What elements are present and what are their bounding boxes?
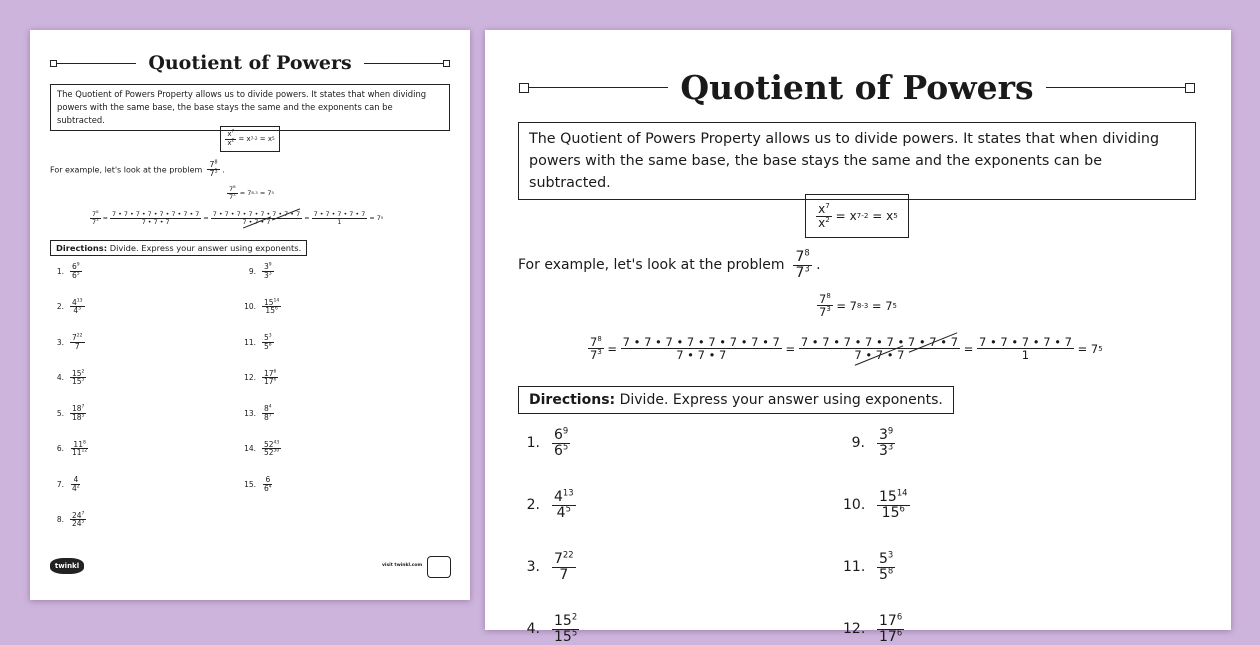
title-end-box xyxy=(50,60,57,67)
problem-number: 1. xyxy=(526,435,540,452)
base: 15 xyxy=(265,306,275,316)
problem-item xyxy=(242,476,274,493)
problem-number: 12. xyxy=(244,373,256,383)
exp: 14 xyxy=(896,487,908,498)
exp: 6 xyxy=(899,503,905,514)
exp: 8 xyxy=(214,160,218,166)
base: 18 xyxy=(72,404,82,413)
example-text: For example, let's look at the problem xyxy=(518,257,785,274)
equals-sign: = xyxy=(607,341,618,356)
base: 15 xyxy=(881,504,900,521)
page-title: Quotient of Powers xyxy=(148,52,352,74)
base: 5 xyxy=(264,341,269,351)
base: 52 xyxy=(264,439,274,449)
denominator-cancelled: 7 • 7 • 7 xyxy=(854,348,905,363)
exp: 13 xyxy=(76,298,83,303)
base: 7 xyxy=(849,298,857,313)
exp: 22 xyxy=(562,549,574,560)
base: 7 xyxy=(247,189,252,198)
base: 6 xyxy=(72,262,77,271)
problem-fraction xyxy=(552,425,570,459)
exp: 43 xyxy=(273,440,280,445)
base: x xyxy=(818,201,826,216)
denominator: 7 • 7 • 7 xyxy=(141,217,170,226)
base: 3 xyxy=(879,442,888,459)
base: 15 xyxy=(72,368,82,378)
problem-number: 2. xyxy=(56,302,64,312)
intro-text-line-2: powers with the same base, the base stays the same and the exponents can be subtracted. xyxy=(57,102,393,125)
exp: 22 xyxy=(76,333,83,339)
example-line xyxy=(518,247,821,281)
problem-fraction xyxy=(552,611,579,645)
base: x xyxy=(849,209,857,223)
exp: 5 xyxy=(565,503,571,514)
problem-fraction xyxy=(877,549,895,583)
expanded-line: $\frac{7^8}{7^3}$ = $\frac{7 • 7 • 7 • 7 • 7 • 7 • 7 • 7}{7 • 7 • 7}$ = $\frac{7 • 7 • 7 • 7 • 7 • 7 • 7 • 7}{7 • 7 • 7}$ = $\frac{7 • 7 • 7 • 7 • 7}{1}$ = 7 5 xyxy=(590,335,1103,363)
denominator: 1 xyxy=(1021,348,1030,363)
base: 7 xyxy=(92,210,97,218)
exp: 9 xyxy=(887,425,894,436)
problem-item xyxy=(242,263,274,280)
exp: 8 xyxy=(887,565,894,576)
equals-sign: = xyxy=(304,214,310,223)
exp: 5 xyxy=(81,377,85,383)
base: 7 xyxy=(376,214,381,223)
problem-fraction xyxy=(262,299,281,316)
equals-sign: = xyxy=(1077,341,1088,356)
problem-number: 2. xyxy=(526,497,540,514)
subtraction-line: $\frac{7^8}{7^3}$ = 7 8-3 = 7 5 xyxy=(819,292,897,320)
problem-fraction xyxy=(877,611,904,645)
base: 5 xyxy=(879,551,888,567)
problem-item xyxy=(843,611,904,645)
problem-number: 4. xyxy=(56,373,64,383)
problem-number: 7. xyxy=(56,479,64,489)
problem-item xyxy=(50,299,85,316)
exp: 2 xyxy=(76,484,80,490)
base: 7 xyxy=(1090,341,1099,356)
problem-fraction xyxy=(70,476,82,493)
title-bar xyxy=(50,52,450,74)
problem-item xyxy=(50,370,86,387)
base: 7 xyxy=(72,333,77,342)
base: x xyxy=(886,209,894,223)
base: 8 xyxy=(264,412,269,422)
equals-sign: = xyxy=(238,135,245,143)
example-text: For example, let's look at the problem xyxy=(50,165,203,175)
exp: 3 xyxy=(233,191,236,197)
base: 7 xyxy=(229,185,234,193)
directions-text: Divide. Express your answer using exponents. xyxy=(619,392,943,408)
exp: 7 xyxy=(81,404,85,410)
title-bar xyxy=(519,68,1195,107)
exp: 9 xyxy=(76,262,80,268)
problem-fraction xyxy=(262,476,274,493)
problem-number: 10. xyxy=(244,302,256,312)
exp: 12 xyxy=(81,448,88,454)
denominator: 1 xyxy=(337,217,342,226)
directions-label: Directions: xyxy=(56,243,108,253)
problem-fraction xyxy=(552,487,576,521)
example-fraction xyxy=(227,183,238,201)
directions-box xyxy=(50,240,307,256)
base: 17 xyxy=(264,368,274,378)
exp: 8 xyxy=(268,342,272,348)
equals-sign: = xyxy=(871,298,882,313)
exp: 2 xyxy=(825,214,830,224)
rule-formula-box: $\frac{x^7}{x^2}$ = x 7-2 = x 5 xyxy=(220,126,280,152)
exp: 3 xyxy=(268,333,272,339)
directions-text: Divide. Express your answer using exponents. xyxy=(109,243,302,253)
title-end-box xyxy=(1185,83,1195,93)
base: 7 xyxy=(819,305,827,320)
base: 3 xyxy=(264,270,269,280)
exp: 8 xyxy=(96,208,99,214)
expanded-fraction-1 xyxy=(621,336,782,361)
base: 52 xyxy=(264,448,274,458)
expanded-fraction-3 xyxy=(977,336,1074,361)
problem-item xyxy=(50,512,86,529)
problem-fraction xyxy=(877,425,895,459)
base: x xyxy=(818,215,826,230)
exp: 4 xyxy=(268,404,272,410)
equals-sign: = xyxy=(239,189,246,198)
base: 15 xyxy=(879,489,897,505)
title-rule xyxy=(364,63,443,64)
problem-item xyxy=(518,425,570,459)
problem-number: 10. xyxy=(843,497,866,514)
exp: 5 xyxy=(76,271,80,277)
problem-number: 6. xyxy=(56,444,64,454)
base: 11 xyxy=(73,439,83,449)
problem-item xyxy=(50,263,82,280)
base: 15 xyxy=(554,628,572,645)
numerator: 7 • 7 • 7 • 7 • 7 • 7 • 7 • 7 xyxy=(622,335,780,349)
exp: 9 xyxy=(268,262,272,268)
base: 24 xyxy=(72,519,82,529)
base: 4 xyxy=(73,475,79,484)
base: 17 xyxy=(879,628,897,645)
base: 5 xyxy=(879,566,888,583)
base: 7 xyxy=(267,189,272,198)
problem-fraction xyxy=(70,441,89,458)
exp: 30 xyxy=(273,448,280,454)
problem-fraction xyxy=(70,370,86,387)
exp: 3 xyxy=(268,271,272,277)
base: 18 xyxy=(72,412,82,422)
base: 7 xyxy=(74,341,80,351)
title-rule xyxy=(1046,87,1185,88)
title-rule xyxy=(57,63,136,64)
exp: 2 xyxy=(571,611,578,622)
numerator-cancelled: 7 • 7 • 7 xyxy=(272,210,301,218)
problem-item xyxy=(843,425,895,459)
exp: 3 xyxy=(214,169,218,175)
directions-box xyxy=(518,386,954,414)
directions-label: Directions: xyxy=(529,392,616,408)
problem-item xyxy=(242,299,281,316)
base: 6 xyxy=(265,475,271,484)
numerator: 7 • 7 • 7 • 7 • 7 xyxy=(313,210,366,218)
problem-number: 11. xyxy=(244,337,256,347)
base: 6 xyxy=(554,427,563,443)
numerator-kept: 7 • 7 • 7 • 7 • 7 • xyxy=(212,210,273,218)
problem-number: 5. xyxy=(56,408,64,418)
exp: 7 xyxy=(231,128,235,134)
problem-item xyxy=(242,405,274,422)
numerator: 7 • 7 • 7 • 7 • 7 xyxy=(978,335,1072,349)
base: 7 xyxy=(590,348,598,363)
equals-sign: = xyxy=(785,341,796,356)
expanded-fraction-2 xyxy=(799,336,960,361)
footer-url: visit twinkl.com xyxy=(382,563,423,568)
problem-item xyxy=(50,441,89,458)
equals-sign: = xyxy=(259,135,266,143)
numerator: 7 • 7 • 7 • 7 • 7 • 7 • 7 • 7 xyxy=(111,210,200,218)
exp: 13 xyxy=(562,487,574,498)
problem-fraction xyxy=(70,512,86,529)
exp: 3 xyxy=(96,216,99,222)
equals-sign: = xyxy=(259,189,266,198)
exp: 7 xyxy=(268,413,272,419)
equals-sign: = xyxy=(963,341,974,356)
base: 7 xyxy=(795,249,805,265)
exp: 8 xyxy=(233,183,236,189)
intro-box xyxy=(518,122,1196,200)
problem-item xyxy=(50,476,82,493)
exp: 8 xyxy=(82,440,86,445)
base: 7 xyxy=(92,217,97,226)
problem-item xyxy=(518,487,576,521)
worksheet-page-small xyxy=(30,30,470,600)
equals-sign: = xyxy=(872,209,883,223)
base: 4 xyxy=(72,483,77,493)
intro-text-line-1: The Quotient of Powers Property allows us to divide powers. It states that when dividing xyxy=(529,131,1160,147)
page-title: Quotient of Powers xyxy=(680,68,1034,107)
problem-item xyxy=(50,405,86,422)
base: 7 xyxy=(795,264,805,281)
exp: 6 xyxy=(274,306,278,312)
problem-item xyxy=(843,549,895,583)
base: x xyxy=(246,135,251,143)
example-fraction xyxy=(90,208,101,226)
problem-fraction xyxy=(70,405,86,422)
exp: 5 xyxy=(78,306,82,312)
period: . xyxy=(222,165,225,175)
problem-number: 9. xyxy=(851,435,865,452)
base: 15 xyxy=(264,297,274,307)
base: 7 xyxy=(819,292,827,306)
base: x xyxy=(227,130,232,139)
exp: 3 xyxy=(804,263,810,274)
base: 7 xyxy=(229,192,234,201)
formula-fraction xyxy=(816,200,832,230)
expanded-fraction-2 xyxy=(211,211,302,225)
base: 6 xyxy=(264,483,269,493)
problem-fraction xyxy=(70,334,85,351)
exp: 8 xyxy=(597,335,602,344)
problem-number: 12. xyxy=(843,621,866,638)
problem-fraction xyxy=(262,370,278,387)
example-fraction xyxy=(793,247,811,281)
exp: 5 xyxy=(562,441,569,452)
base: 7 xyxy=(590,335,598,349)
problem-number: 3. xyxy=(526,559,540,576)
exp: 8 xyxy=(826,292,831,301)
base: 6 xyxy=(554,442,563,459)
problem-number: 15. xyxy=(244,479,256,489)
problem-fraction xyxy=(262,405,274,422)
exp: 3 xyxy=(597,348,602,357)
title-end-box xyxy=(443,60,450,67)
base: 7 xyxy=(559,566,569,583)
base: 15 xyxy=(72,377,82,387)
base: 3 xyxy=(879,427,888,443)
problem-fraction xyxy=(262,334,274,351)
base: 15 xyxy=(554,613,572,629)
base: 17 xyxy=(879,613,897,629)
numerator-cancelled: 7 • 7 • 7 xyxy=(907,335,959,349)
problem-fraction xyxy=(877,487,910,521)
problem-item xyxy=(518,549,576,583)
exp: 9 xyxy=(562,425,569,436)
exp: 3 xyxy=(887,549,894,560)
base: 17 xyxy=(264,377,274,387)
example-fraction xyxy=(588,336,604,361)
intro-box xyxy=(50,84,450,131)
base: 7 xyxy=(885,298,893,313)
problem-item xyxy=(50,334,85,351)
base: x xyxy=(267,135,272,143)
formula-fraction xyxy=(225,128,236,147)
base: 4 xyxy=(556,504,566,521)
example-fraction xyxy=(207,161,219,179)
problem-fraction xyxy=(70,263,82,280)
example-fraction xyxy=(817,293,833,318)
equals-sign: = xyxy=(835,209,846,223)
base: 7 xyxy=(209,169,215,179)
exp: 2 xyxy=(81,369,85,374)
problem-number: 4. xyxy=(526,621,540,638)
twinkl-logo: twinkl xyxy=(50,558,84,574)
denominator-cancelled: 7 • 7 • 7 xyxy=(242,217,271,226)
base: 4 xyxy=(554,489,563,505)
exp: 5 xyxy=(81,413,85,419)
problem-item xyxy=(242,334,274,351)
exp: 8 xyxy=(804,247,810,258)
exp: 7 xyxy=(825,200,830,210)
title-rule xyxy=(529,87,668,88)
expanded-fraction-1 xyxy=(110,211,201,225)
exp: 7 xyxy=(81,511,85,516)
problem-number: 14. xyxy=(244,444,256,454)
exp: 6 xyxy=(896,627,903,638)
base: 11 xyxy=(72,448,82,458)
numerator-kept: 7 • 7 • 7 • 7 • 7 • xyxy=(800,335,908,349)
base: 24 xyxy=(72,510,82,520)
equals-sign: = xyxy=(836,298,847,313)
base: x xyxy=(227,138,232,147)
base: 6 xyxy=(72,270,77,280)
exp: 5 xyxy=(571,627,578,638)
base: 3 xyxy=(264,262,269,271)
intro-text-line-1: The Quotient of Powers Property allows us to divide powers. It states that when dividing xyxy=(57,89,427,99)
problem-fraction xyxy=(262,441,281,458)
exp: 5 xyxy=(81,519,85,525)
period: . xyxy=(816,257,821,274)
exp: 6 xyxy=(273,377,277,383)
problem-number: 3. xyxy=(56,337,64,347)
exp: 2 xyxy=(231,137,235,143)
base: 4 xyxy=(73,306,79,316)
base: 7 xyxy=(209,160,215,169)
problem-fraction xyxy=(552,549,576,583)
equals-sign: = xyxy=(203,214,209,223)
problem-item xyxy=(242,370,278,387)
base: 8 xyxy=(264,404,269,413)
exp: 3 xyxy=(887,441,894,452)
problem-number: 1. xyxy=(56,266,64,276)
denominator: 7 • 7 • 7 xyxy=(676,348,727,363)
exp: 6 xyxy=(273,369,277,374)
base: 5 xyxy=(264,333,269,342)
problem-fraction xyxy=(70,299,85,316)
problem-item xyxy=(518,611,579,645)
expanded-fraction-3 xyxy=(312,211,368,225)
exp: 6 xyxy=(896,611,903,622)
intro-text-line-2: powers with the same base, the base stays the same and the exponents can be subtracted. xyxy=(529,153,1102,191)
exp: 3 xyxy=(826,305,831,314)
problem-number: 8. xyxy=(56,515,64,525)
base: 7 xyxy=(554,551,563,567)
subtraction-line: $\frac{7^8}{7^3}$ = 7 8-3 = 7 5 xyxy=(229,183,274,201)
title-end-box xyxy=(519,83,529,93)
worksheet-page-large xyxy=(485,30,1231,645)
example-line xyxy=(50,161,225,179)
twinkl-badge xyxy=(427,556,451,578)
problem-item xyxy=(242,441,281,458)
problem-number: 9. xyxy=(248,266,256,276)
exp: 4 xyxy=(268,484,272,490)
equals-sign: = xyxy=(102,214,108,223)
problem-number: 11. xyxy=(843,559,866,576)
problem-item xyxy=(843,487,910,521)
rule-formula-box: $\frac{x^7}{x^2}$ = x 7-2 = x 5 xyxy=(805,194,909,238)
problem-number: 13. xyxy=(244,408,256,418)
base: 4 xyxy=(72,297,77,307)
equals-sign: = xyxy=(369,214,375,223)
exp: 14 xyxy=(273,298,280,303)
expanded-line: $\frac{7^8}{7^3}$ = $\frac{7 • 7 • 7 • 7 • 7 • 7 • 7 • 7}{7 • 7 • 7}$ = $\frac{7 • 7 • 7 • 7 • 7 • 7 • 7 • 7}{7 • 7 • 7}$ = $\frac{7 • 7 • 7 • 7 • 7}{1}$ = 7 5 xyxy=(92,208,384,226)
problem-fraction xyxy=(262,263,274,280)
